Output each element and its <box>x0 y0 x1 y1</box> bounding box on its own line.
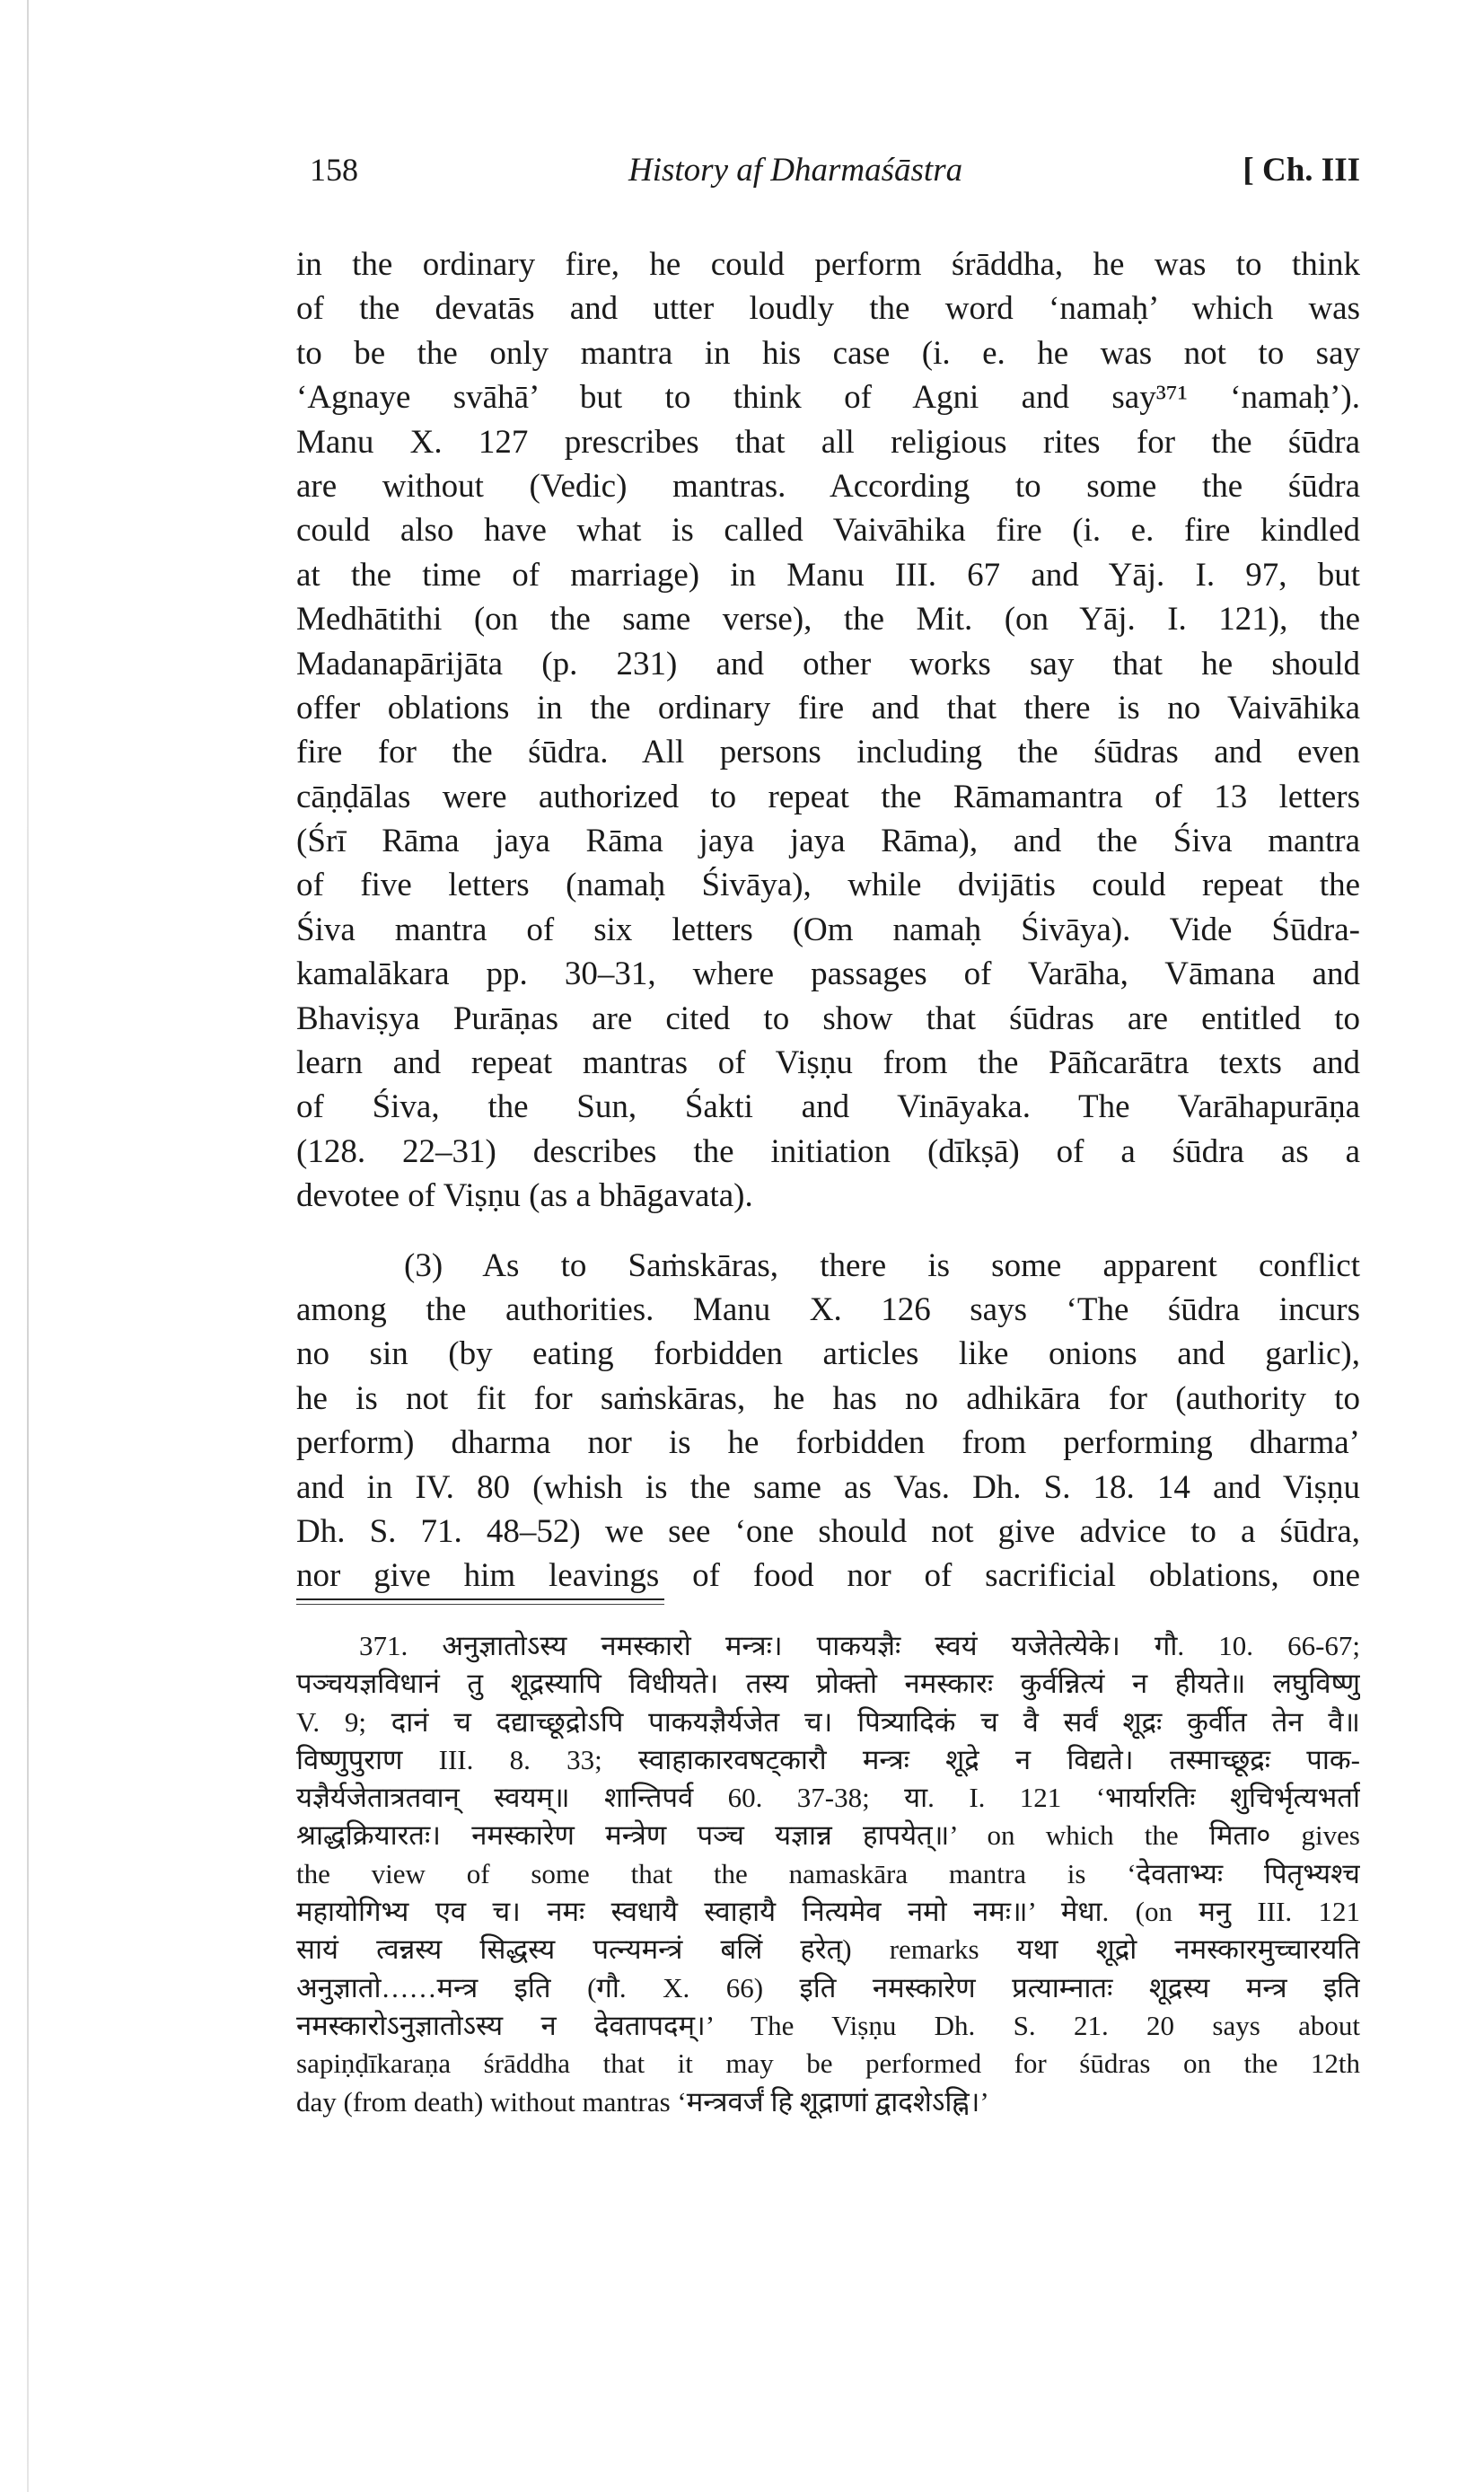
text-line: no sin (by eating forbidden articles like onions and garlic), <box>296 1335 1360 1373</box>
text-line: kamalākara pp. 30–31, where passages of Varāha, Vāmana and <box>296 955 1360 993</box>
text-line: and in IV. 80 (whish is the same as Vas. Dh. S. 18. 14 and Viṣṇu <box>296 1468 1360 1506</box>
footnote-line: यज्ञैर्यजेतात्रतवान् स्वयम्॥ शान्तिपर्व 60. 37-38; या. I. 121 ‘भार्यारतिः शुचिर्भृत्यभर्ता <box>296 1782 1360 1814</box>
text-line: Śiva mantra of six letters (Om namaḥ Śivāya). Vide Śūdra- <box>296 911 1360 948</box>
text-line: Manu X. 127 prescribes that all religious rites for the śūdra <box>296 423 1360 461</box>
footnote-line: V. 9; दानं च दद्याच्छूद्रोऽपि पाकयज्ञैर्यजेत च। पित्र्यादिकं च वै सर्वं शूद्रः कुर्वीत तेन वै॥ <box>296 1705 1360 1738</box>
text-line: at the time of marriage) in Manu III. 67 and Yāj. I. 97, but <box>296 556 1360 594</box>
footnote-rule-secondary <box>296 1604 664 1605</box>
text-line: of five letters (namaḥ Śivāya), while dvijātis could repeat the <box>296 867 1360 904</box>
text-line: (3) As to Saṁskāras, there is some apparent conflict <box>404 1246 1360 1284</box>
text-line: (128. 22–31) describes the initiation (dīkṣā) of a śūdra as a <box>296 1132 1360 1170</box>
main-text <box>296 242 1360 1598</box>
page-header <box>310 151 1360 205</box>
footnote-line: पञ्चयज्ञविधानं तु शूद्रस्यापि विधीयते। तस्य प्रोक्तो नमस्कारः कुर्वन्नित्यं न हीयते॥ लघुविष्णु <box>296 1668 1360 1700</box>
scan-edge-line <box>27 0 29 2492</box>
text-line: are without (Vedic) mantras. According to some the śūdra <box>296 467 1360 505</box>
text-line: fire for the śūdra. All persons including the śūdras and even <box>296 734 1360 771</box>
text-line: in the ordinary fire, he could perform śrāddha, he was to think <box>296 246 1360 283</box>
text-line: offer oblations in the ordinary fire and that there is no Vaivāhika <box>296 689 1360 726</box>
footnote-block <box>296 1627 1360 2121</box>
text-line: of the devatās and utter loudly the word ‘namaḥ’ which was <box>296 290 1360 328</box>
text-line: he is not fit for saṁskāras, he has no adhikāra for (authority to <box>296 1379 1360 1417</box>
running-title: History af Dharmaśāstra <box>628 152 963 189</box>
text-line: Bhaviṣya Purāṇas are cited to show that śūdras are entitled to <box>296 999 1360 1037</box>
paragraph-1 <box>296 242 1360 1219</box>
text-line: Dh. S. 71. 48–52) we see ‘one should not give advice to a śūdra, <box>296 1512 1360 1550</box>
text-line: (Śrī Rāma jaya Rāma jaya jaya Rāma), and the Śiva mantra <box>296 823 1360 860</box>
text-line: of Śiva, the Sun, Śakti and Vināyaka. The Varāhapurāṇa <box>296 1088 1360 1126</box>
footnote-line: नमस्कारोऽनुज्ञातोऽस्य न देवतापदम्।’ The Viṣṇu Dh. S. 21. 20 says about <box>296 2009 1360 2041</box>
text-line: perform) dharma nor is he forbidden from performing dharma’ <box>296 1424 1360 1462</box>
footnote-line: 371. अनुज्ञातोऽस्य नमस्कारो मन्त्रः। पाकयज्ञैः स्वयं यजेतेत्येके। गौ. 10. 66-67; <box>359 1630 1360 1661</box>
footnote-line: श्राद्धक्रियारतः। नमस्कारेण मन्त्रेण पञ्च यज्ञान्न हापयेत्॥’ on which the मिता० gives <box>296 1819 1360 1852</box>
text-line: Madanapārijāta (p. 231) and other works say that he should <box>296 645 1360 682</box>
text-line: to be the only mantra in his case (i. e. he was not to say <box>296 334 1360 372</box>
text-line: learn and repeat mantras of Viṣṇu from the Pāñcarātra texts and <box>296 1044 1360 1082</box>
footnote-line: day (from death) without mantras ‘मन्त्रवर्जं हि शूद्राणां द्वादशेऽह्नि।’ <box>296 2085 989 2118</box>
chapter-marker: [ Ch. III <box>1243 152 1360 189</box>
text-line: could also have what is called Vaivāhika fire (i. e. fire kindled <box>296 512 1360 550</box>
text-line: among the authorities. Manu X. 126 says ‘The śūdra incurs <box>296 1290 1360 1328</box>
footnote-line: the view of some that the namaskāra mantra is ‘देवताभ्यः पितृभ्यश्च <box>296 1857 1360 1889</box>
text-line: cāṇḍālas were authorized to repeat the Rāmamantra of 13 letters <box>296 778 1360 815</box>
footnote-line: विष्णुपुराण III. 8. 33; स्वाहाकारवषट्कारौ मन्त्रः शूद्रे न विद्यते। तस्माच्छूद्रः पाक- <box>296 1743 1360 1775</box>
footnote-line: महायोगिभ्य एव च। नमः स्वधायै स्वाहायै नित्यमेव नमो नमः॥’ मेधा. (on मनु III. 121 <box>296 1896 1360 1928</box>
paragraph-2 <box>296 1244 1360 1598</box>
footnote-line: sapiṇḍīkaraṇa śrāddha that it may be performed for śūdras on the 12th <box>296 2047 1360 2080</box>
footnote-line: सायं त्वन्नस्य सिद्धस्य पत्न्यमन्त्रं बलिं हरेत्) remarks यथा शूद्रो नमस्कारमुच्चारयति <box>296 1933 1360 1966</box>
text-line: devotee of Viṣṇu (as a bhāgavata). <box>296 1177 753 1215</box>
page-number: 158 <box>310 152 358 188</box>
footnote-line: अनुज्ञातो……मन्त्र इति (गौ. X. 66) इति नमस्कारेण प्रत्याम्नातः शूद्रस्य मन्त्र इति <box>296 1971 1360 2003</box>
text-line: nor give him leavings of food nor of sacrificial oblations, one <box>296 1557 1360 1595</box>
text-line: ‘Agnaye svāhā’ but to think of Agni and say³⁷¹ ‘namaḥ’). <box>296 379 1360 417</box>
text-line: Medhātithi (on the same verse), the Mit. (on Yāj. I. 121), the <box>296 601 1360 638</box>
footnote-rule <box>296 1598 664 1600</box>
